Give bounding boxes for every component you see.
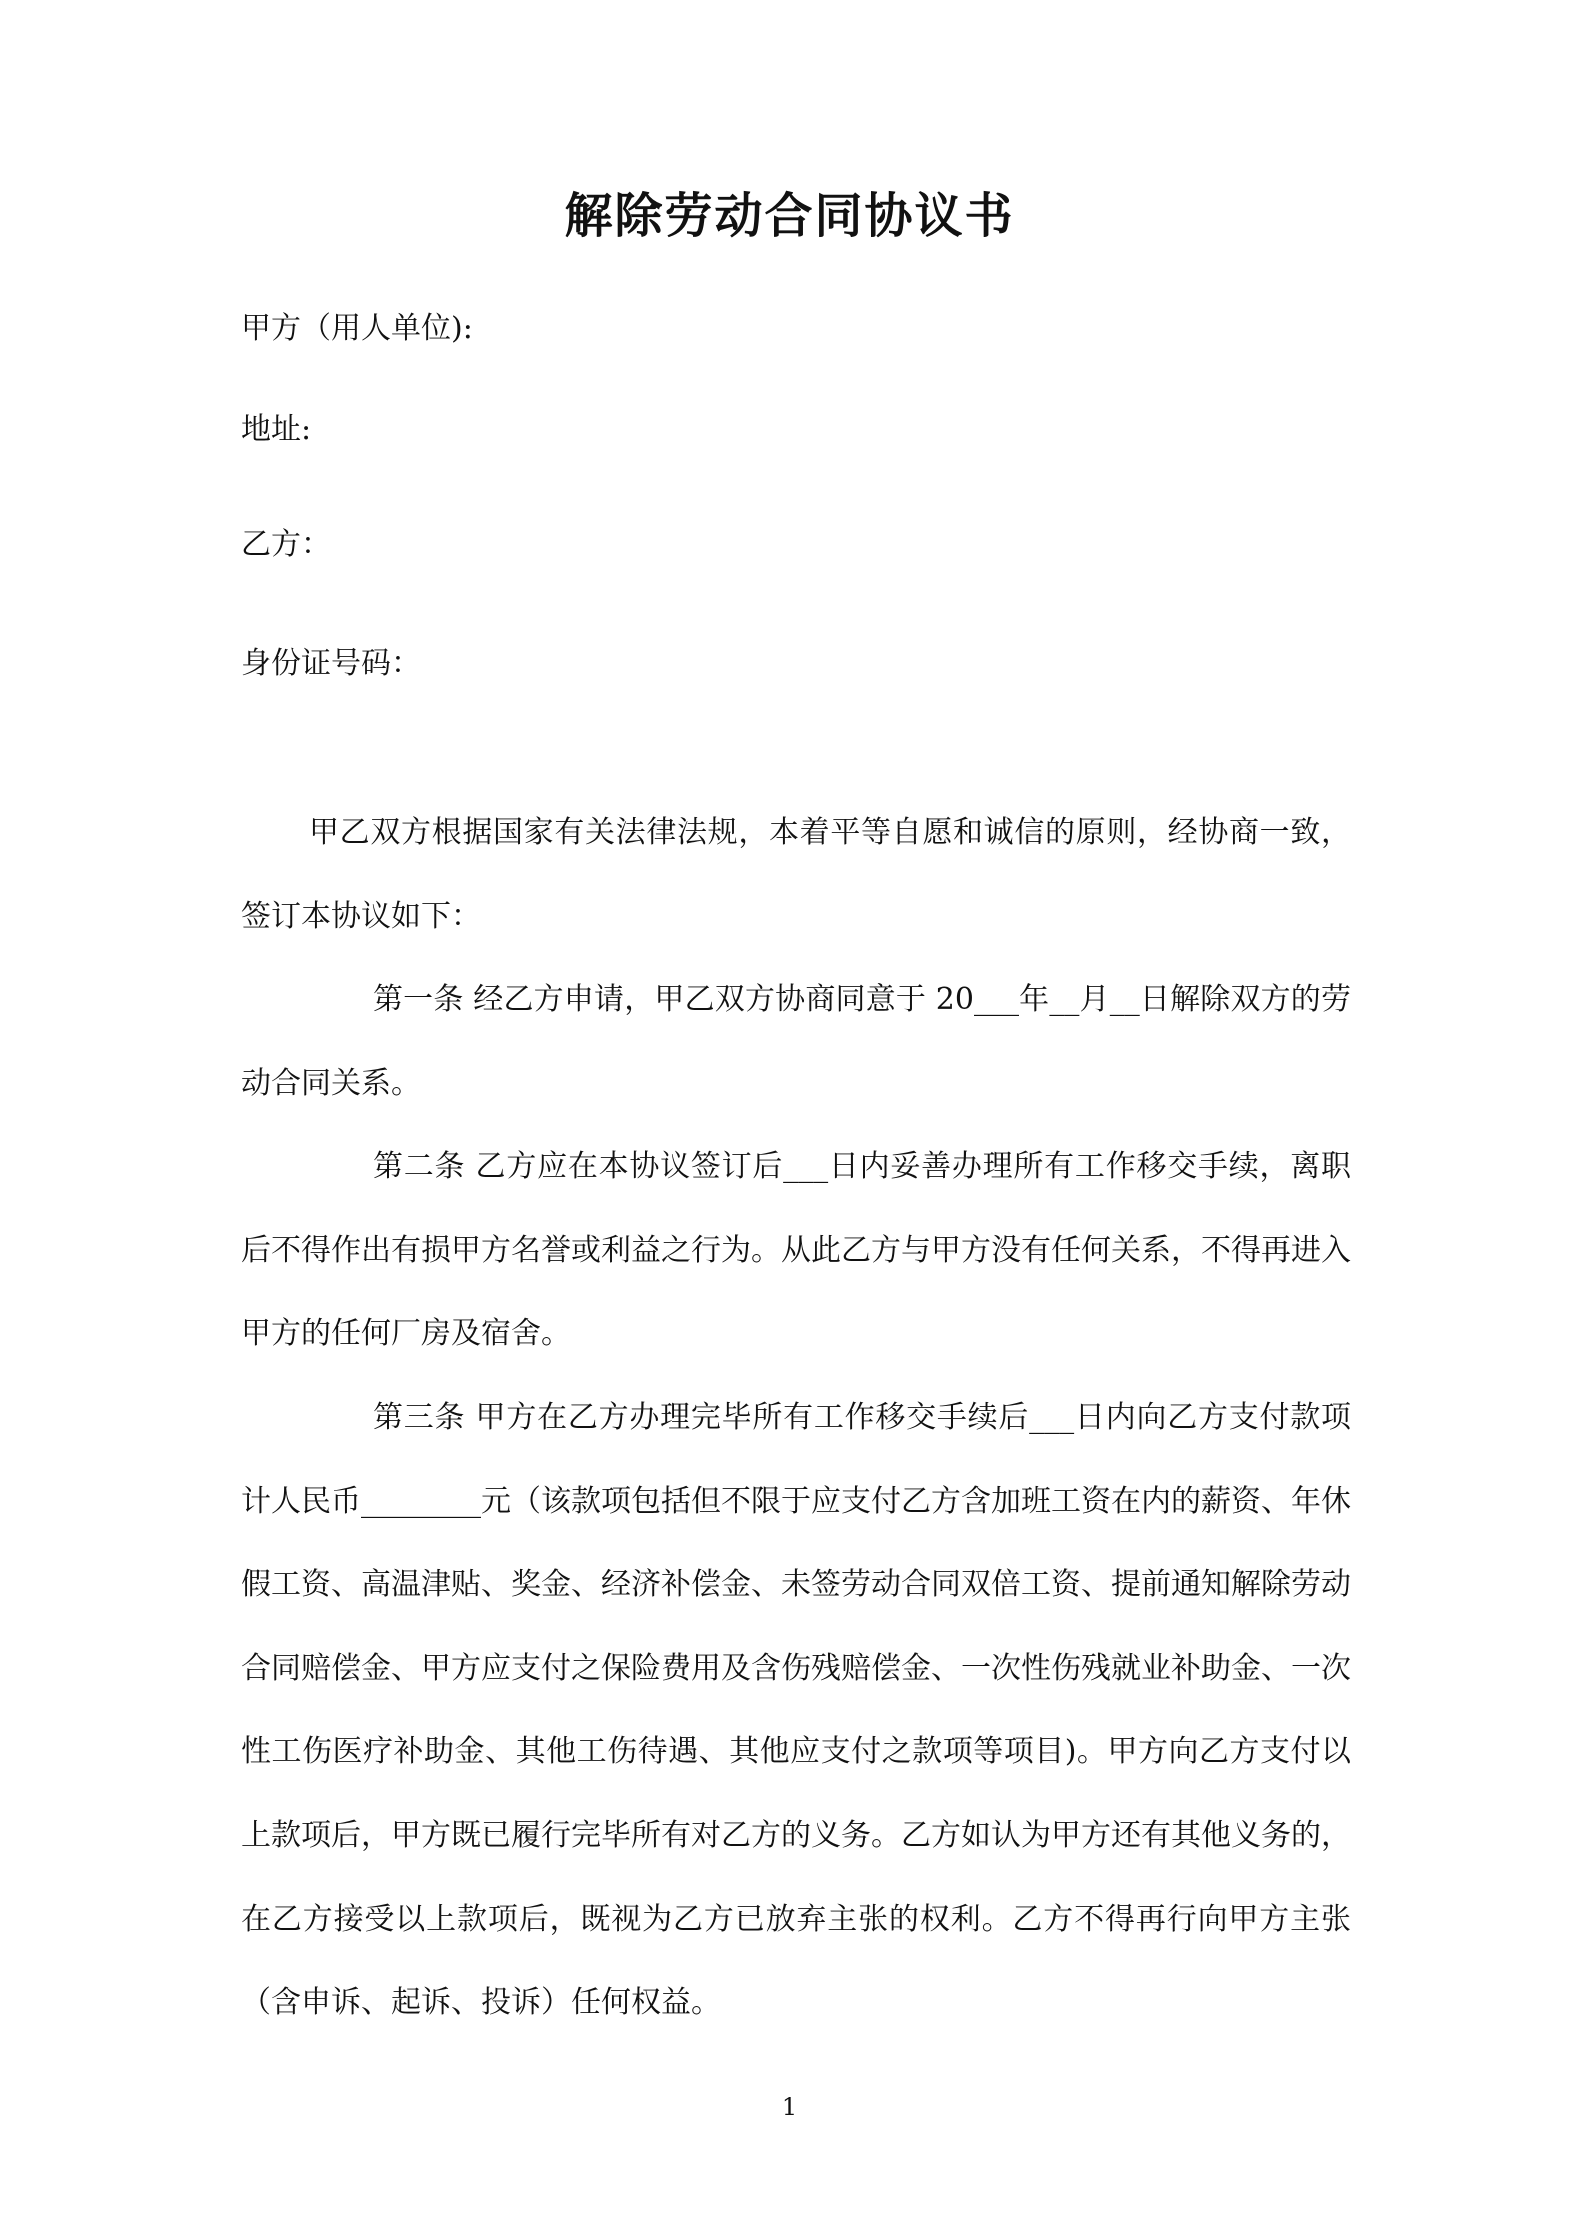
- id-number-field: 身份证号码：: [241, 646, 421, 681]
- article-1: 第一条 经乙方申请，甲乙双方协商同意于 20___年__月__日解除双方的劳动合同关系。: [241, 982, 1351, 1101]
- intro-paragraph: 甲乙双方根据国家有关法律法规，本着平等自愿和诚信的原则，经协商一致，签订本协议如下：: [241, 815, 1351, 934]
- article-2: 第二条 乙方应在本协议签订后___日内妥善办理所有工作移交手续，离职后不得作出有损甲方名誉或利益之行为。从此乙方与甲方没有任何关系，不得再进入甲方的任何厂房及宿舍。: [241, 1149, 1351, 1352]
- article-3: 第三条 甲方在乙方办理完毕所有工作移交手续后___日内向乙方支付款项计人民币________元（该款项包括但不限于应支付乙方含加班工资在内的薪资、年休假工资、高温津贴、奖金、经济补偿金、未签劳动合同双倍工资、提前通知解除劳动合同赔偿金、甲方应支付之保险费用及含伤残赔偿金、一次性伤残就业补助金、一次性工伤医疗补助金、其他工伤待遇、其他应支付之款项等项目)。甲方向乙方支付以上款项后，甲方既已履行完毕所有对乙方的义务。乙方如认为甲方还有其他义务的，在乙方接受以上款项后，既视为乙方已放弃主张的权利。乙方不得再行向甲方主张（含申诉、起诉、投诉）任何权益。: [241, 1400, 1351, 2021]
- page-number: 1: [781, 2093, 798, 2121]
- party-b-field: 乙方：: [241, 527, 331, 562]
- address-field: 地址:: [241, 412, 312, 447]
- document-title: 解除劳动合同协议书: [564, 188, 1015, 244]
- party-a-field: 甲方（用人单位):: [241, 311, 473, 346]
